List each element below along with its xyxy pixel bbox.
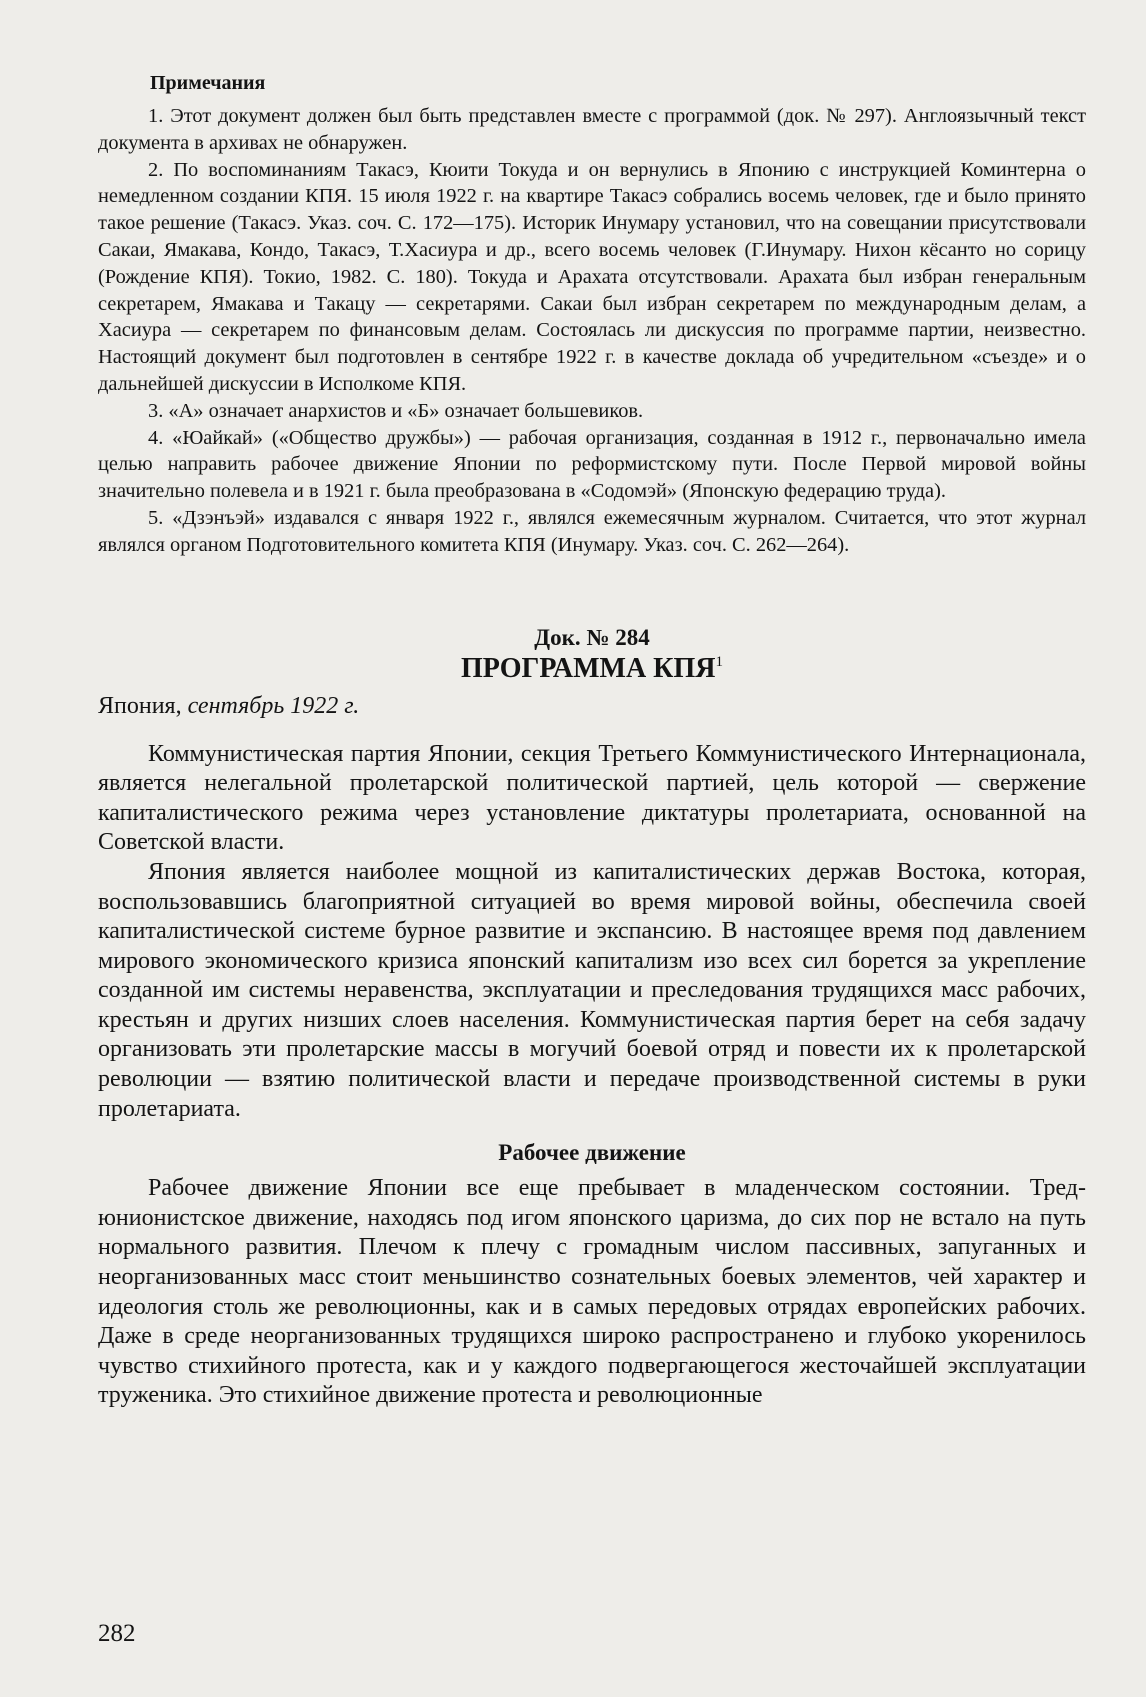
document-title — [98, 653, 1086, 685]
body-paragraph-2: Япония является наиболее мощной из капиталистических держав Востока, которая, воспользовавшись благоприятной ситуацией во время мировой войны, обеспечила своей капиталистической системе бурное развитие и экспансию. В настоящее время под давлением мирового экономического кризиса японский капитализм изо всех сил борется за укрепление созданной им системы неравенства, эксплуатации и преследования трудящихся масс рабочих, крестьян и других низших слоев населения. Коммунистическая партия берет на себя задачу организовать эти пролетарские массы в могучий боевой отряд и повести их к пролетарской революции — взятию политической власти и передаче производственной системы в руки пролетариата. — [98, 858, 1086, 1122]
document-place: Япония, — [98, 692, 182, 719]
note-5: 5. «Дзэнъэй» издавался с января 1922 г., являлся ежемесячным журналом. Считается, что этот журнал являлся органом Подготовительного комитета КПЯ (Инумару. Указ. соч. С. 262—264). — [98, 506, 1086, 556]
notes-heading: Примечания — [150, 72, 266, 94]
notes-section — [98, 72, 1086, 559]
dateline — [98, 693, 1086, 720]
document-date: сентябрь 1922 г. — [187, 692, 360, 719]
note-1: 1. Этот документ должен был быть представлен вместе с программой (док. № 297). Англоязычный текст документа в архивах не обнаружен. — [98, 105, 1086, 154]
page-number: 282 — [98, 1620, 136, 1647]
document-body — [98, 740, 1086, 1411]
note-4: 4. «Юайкай» («Общество дружбы») — рабочая организация, созданная в 1912 г., первоначально имела целью направить рабочее движение Японии по реформистскому пути. После Первой мировой войны значительно полевела и в 1921 г. была преобразована в «Содомэй» (Японскую федерацию труда). — [98, 426, 1086, 503]
note-2: 2. По воспоминаниям Такасэ, Кюити Токуда и он вернулись в Японию с инструкцией Коминтерна о немедленном создании КПЯ. 15 июля 1922 г. на квартире Такасэ собрались восемь человек, где и было принято такое решение (Такасэ. Указ. соч. С. 172—175). Историк Инумару установил, что на совещании присутствовали Сакаи, Ямакава, Кондо, Такасэ, Т.Хасиура и др., всего восемь человек (Г.Инумару. Нихон кёсанто но сорицу (Рождение КПЯ). Токио, 1982. С. 180). Токуда и Арахата отсутствовали. Арахата был избран генеральным секретарем, Ямакава и Такацу — секретарями. Сакаи был избран секретарем по международным делам, а Хасиура — секретарем по финансовым делам. Состоялась ли дискуссия по программе партии, неизвестно. Настоящий документ был подготовлен в сентябре 1922 г. в качестве доклада об учредительном «съезде» и о дальнейшей дискуссии в Исполкоме КПЯ. — [98, 158, 1086, 395]
note-3: 3. «А» означает анархистов и «Б» означает большевиков. — [148, 399, 644, 422]
body-paragraph-1: Коммунистическая партия Японии, секция Третьего Коммунистического Интернационала, является нелегальной пролетарской политической партией, цель которой — свержение капиталистического режима через установление диктатуры пролетариата, основанной на Советской власти. — [98, 740, 1086, 856]
section-heading: Рабочее движение — [498, 1140, 686, 1166]
document-title-text: ПРОГРАММА КПЯ — [461, 652, 716, 684]
document-number: Док. № 284 — [534, 624, 650, 650]
section-paragraph-1: Рабочее движение Японии все еще пребывает в младенческом состоянии. Тред-юнионистское движение, находясь под игом японского царизма, до сих пор не встало на путь нормального развития. Плечом к плечу с громадным числом пассивных, запуганных и неорганизованных масс стоит меньшинство сознательных боевых элементов, чей характер и идеология столь же революционны, как и в самых передовых отрядах европейских рабочих. Даже в среде неорганизованных трудящихся широко распространено и глубоко укоренилось чувство стихийного протеста, как и у каждого подвергающегося жесточайшей эксплуатации труженика. Это стихийное движение протеста и революционные — [98, 1175, 1086, 1409]
title-footnote-marker: 1 — [715, 653, 723, 670]
